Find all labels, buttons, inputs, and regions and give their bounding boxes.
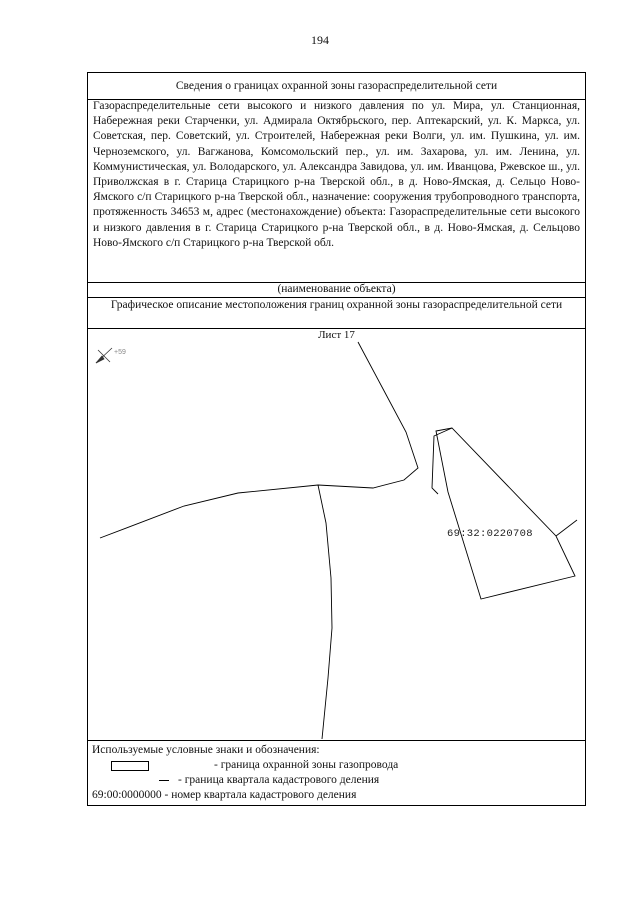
boundary-map [88, 328, 585, 740]
north-arrow-icon [96, 348, 126, 363]
legend-heading: Используемые условные знаки и обозначения: [92, 744, 320, 756]
sheet-number: Лист 17 [318, 329, 355, 341]
quarter-boundary-symbol [159, 780, 169, 781]
sheet-frame [87, 72, 586, 806]
svg-text:+59: +59 [114, 349, 126, 356]
quarter-number-sample: 69:00:0000000 [92, 789, 162, 801]
legend-item-text: - граница квартала кадастрового деления [178, 774, 380, 786]
legend-item-quarter-boundary [92, 773, 572, 788]
quarter-boundary-line [100, 342, 418, 538]
quarter-number-desc: - номер квартала кадастрового деления [164, 789, 357, 801]
cadastral-quarter-label: 69:32:0220708 [447, 528, 533, 540]
legend-item-text: - граница охранной зоны газопровода [214, 759, 399, 771]
protection-zone-boundary [436, 428, 575, 599]
quarter-boundary-line [318, 485, 332, 739]
object-description: Газораспределительные сети высокого и низкого давления по ул. Мира, ул. Станционная, Набережная реки Старченки, ул. Адмирала Октябрьского, пер. Аптекарский, ул. К. Маркса, ул. Советская, пер. Советский, ул. Строителей, Набережная реки Волги, ул. им. Пушкина, ул. им. Черноземского, ул. Вагжанова, Комсомольский пер., ул. им. Захарова, ул. им. Ленина, ул. Коммунистическая, ул. Володарского, ул. Александра Завидова, ул. им. Иванцова, Ржевское ш., ул. Приволжская в г. Старица Старицкого р-на Тверской обл., в д. Ново-Ямская, д. Сельцо Ново-Ямского с/п Старицкого р-на Тверской обл., назначение: сооружения трубопроводного транспорта, протяженность 34653 м, адрес (местонахождение) объекта: Газораспределительные сети высокого и низкого давления в г. Старица Старицкого р-на Тверской обл., в д. Ново-Ямская, д. Сельцово Ново-Ямского с/п Старицкого р-на Тверской обл. [93, 100, 580, 249]
protection-zone-symbol [111, 761, 149, 771]
quarter-boundary-line [556, 520, 577, 536]
divider [88, 740, 585, 741]
object-name-caption: (наименование объекта) [277, 283, 396, 295]
section-title: Сведения о границах охранной зоны газораспределительной сети [175, 80, 498, 92]
legend-item-text [92, 788, 356, 803]
legend-item-quarter-number [92, 788, 572, 803]
page-number: 194 [311, 33, 329, 47]
legend [92, 743, 581, 805]
graphic-description-title: Графическое описание местоположения границ охранной зоны газораспределительной сети [110, 299, 563, 311]
legend-item-protection-zone [92, 758, 572, 773]
